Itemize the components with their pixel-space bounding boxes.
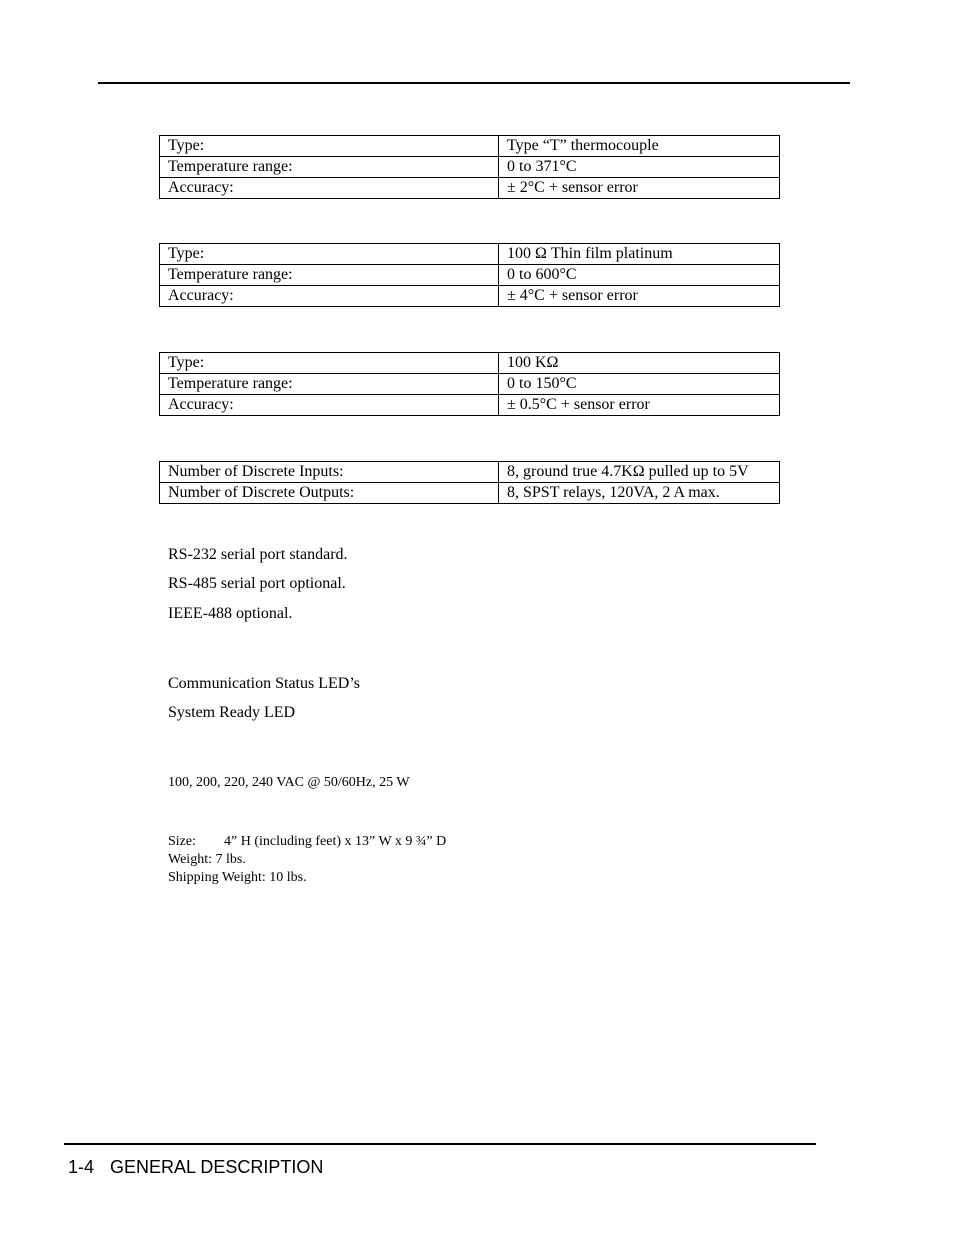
discrete-io-table	[159, 461, 780, 504]
thermocouple-spec-table	[159, 135, 780, 199]
power-spec: 100, 200, 220, 240 VAC @ 50/60Hz, 25 W	[168, 775, 410, 790]
table-row	[160, 462, 780, 483]
size-line	[168, 833, 446, 851]
thermistor-spec-table	[159, 352, 780, 416]
comm-line: IEEE-488 optional.	[168, 605, 293, 622]
spec-value: ± 0.5°C + sensor error	[499, 395, 780, 416]
spec-value: ± 2°C + sensor error	[499, 178, 780, 199]
spec-value: 0 to 150°C	[499, 374, 780, 395]
spec-key: Accuracy:	[160, 395, 499, 416]
table-row	[160, 353, 780, 374]
footer-rule	[64, 1143, 816, 1145]
page-footer	[68, 1157, 323, 1178]
spec-key: Temperature range:	[160, 265, 499, 286]
spec-key: Temperature range:	[160, 157, 499, 178]
header-rule	[98, 82, 850, 84]
spec-key: Type:	[160, 353, 499, 374]
spec-key: Accuracy:	[160, 178, 499, 199]
weight-line: Weight: 7 lbs.	[168, 852, 246, 867]
table-row	[160, 286, 780, 307]
comm-line: RS-485 serial port optional.	[168, 575, 346, 592]
rtd-spec-table	[159, 243, 780, 307]
spec-key: Number of Discrete Outputs:	[160, 483, 499, 504]
table-row	[160, 483, 780, 504]
spec-key: Temperature range:	[160, 374, 499, 395]
size-value: 4” H (including feet) x 13” W x 9 ¾” D	[224, 834, 447, 849]
indicator-line: System Ready LED	[168, 704, 296, 721]
spec-value: 8, SPST relays, 120VA, 2 A max.	[499, 483, 780, 504]
spec-value: 100 Ω Thin film platinum	[499, 244, 780, 265]
page-number: 1-4	[68, 1157, 95, 1177]
spec-key: Accuracy:	[160, 286, 499, 307]
spec-value: 0 to 371°C	[499, 157, 780, 178]
table-row	[160, 395, 780, 416]
comm-line: RS-232 serial port standard.	[168, 546, 348, 563]
table-row	[160, 136, 780, 157]
spec-key: Type:	[160, 136, 499, 157]
indicator-line: Communication Status LED’s	[168, 675, 360, 692]
spec-key: Number of Discrete Inputs:	[160, 462, 499, 483]
table-row	[160, 244, 780, 265]
table-row	[160, 265, 780, 286]
table-row	[160, 374, 780, 395]
table-row	[160, 178, 780, 199]
spec-value: 8, ground true 4.7KΩ pulled up to 5V	[499, 462, 780, 483]
spec-value: Type “T” thermocouple	[499, 136, 780, 157]
spec-key: Type:	[160, 244, 499, 265]
shipping-weight-line: Shipping Weight: 10 lbs.	[168, 870, 307, 885]
spec-value: 100 KΩ	[499, 353, 780, 374]
table-row	[160, 157, 780, 178]
spec-value: ± 4°C + sensor error	[499, 286, 780, 307]
section-title: GENERAL DESCRIPTION	[110, 1157, 324, 1177]
spec-value: 0 to 600°C	[499, 265, 780, 286]
size-label: Size:	[168, 834, 196, 849]
